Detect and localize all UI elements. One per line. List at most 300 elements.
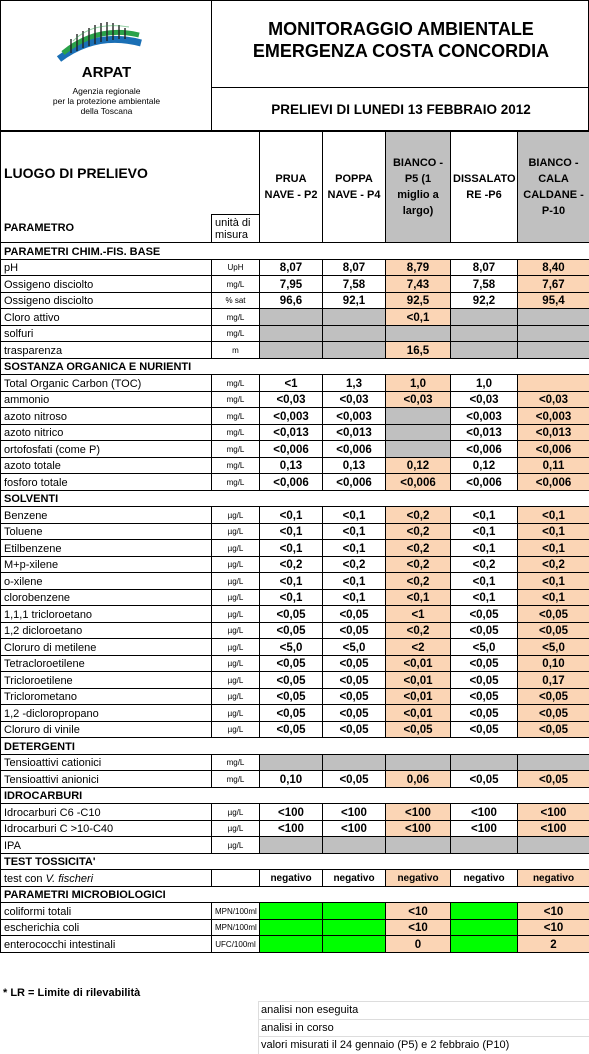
value-cell: <0,05 <box>323 622 386 639</box>
value-cell: <0,05 <box>260 622 323 639</box>
value-cell <box>386 441 451 458</box>
value-cell: <0,1 <box>260 507 323 524</box>
parameter-name: Cloruro di metilene <box>1 639 212 656</box>
section-row <box>1 243 589 260</box>
value-cell: <0,006 <box>518 474 589 491</box>
parameter-name: ammonio <box>1 391 212 408</box>
value-cell: <0,2 <box>386 507 451 524</box>
value-cell: 7,58 <box>323 276 386 293</box>
value-cell: <0,006 <box>451 474 518 491</box>
value-cell: <0,01 <box>386 705 451 722</box>
value-cell: <0,05 <box>518 688 589 705</box>
unit-cell: µg/L <box>212 837 260 854</box>
value-cell <box>386 837 451 854</box>
unit-label: unità di misura <box>212 215 260 243</box>
value-cell: <0,05 <box>323 771 386 788</box>
sampling-date: PRELIEVI DI LUNEDI 13 FEBBRAIO 2012 <box>271 102 531 117</box>
value-cell: 8,40 <box>518 259 589 276</box>
value-cell: <1 <box>386 606 451 623</box>
value-cell: <100 <box>386 804 451 821</box>
arpat-logo <box>1 1 212 132</box>
table-row <box>1 276 589 293</box>
value-cell: <0,05 <box>518 622 589 639</box>
value-cell: <100 <box>386 820 451 837</box>
parameter-italic: V. fischeri <box>45 872 94 885</box>
value-cell: <0,05 <box>518 705 589 722</box>
value-cell: <0,1 <box>451 573 518 590</box>
parameter-name: Idrocarburi C >10-C40 <box>1 820 212 837</box>
value-cell: 1,0 <box>451 375 518 392</box>
legend-in-progress: analisi in corso <box>258 1020 589 1038</box>
value-cell: <0,01 <box>386 672 451 689</box>
section-title: PARAMETRI CHIM.-FIS. BASE <box>1 243 589 260</box>
parameter-name: Idrocarburi C6 -C10 <box>1 804 212 821</box>
column-header-5: BIANCO - CALA CALDANE - P-10 <box>518 132 589 243</box>
value-cell: <5,0 <box>260 639 323 656</box>
value-cell: 92,1 <box>323 292 386 309</box>
parameter-name: Tetracloroetilene <box>1 655 212 672</box>
value-cell: <100 <box>260 804 323 821</box>
value-cell: <0,01 <box>386 655 451 672</box>
table-row <box>1 309 589 326</box>
value-cell: <0,006 <box>323 441 386 458</box>
unit-cell: µg/L <box>212 820 260 837</box>
section-title: TEST TOSSICITA' <box>1 853 589 870</box>
value-cell: <100 <box>451 820 518 837</box>
value-cell: negativo <box>386 870 451 887</box>
parameter-name: pH <box>1 259 212 276</box>
unit-cell: µg/L <box>212 688 260 705</box>
unit-cell: µg/L <box>212 721 260 738</box>
table-row <box>1 292 589 309</box>
parameter-name: 1,2 -dicloropropano <box>1 705 212 722</box>
value-cell: 0,10 <box>260 771 323 788</box>
value-cell: <0,05 <box>323 721 386 738</box>
value-cell <box>323 903 386 920</box>
table-row <box>1 837 589 854</box>
unit-cell: mg/L <box>212 457 260 474</box>
value-cell <box>323 754 386 771</box>
section-row <box>1 738 589 755</box>
value-cell: <0,1 <box>323 589 386 606</box>
value-cell: <0,2 <box>451 556 518 573</box>
parameter-name: ortofosfati (come P) <box>1 441 212 458</box>
value-cell: 0,13 <box>260 457 323 474</box>
section-row <box>1 490 589 507</box>
value-cell: 16,5 <box>386 342 451 359</box>
table-row <box>1 870 589 887</box>
parameter-name: Tensioattivi anionici <box>1 771 212 788</box>
value-cell: <100 <box>451 804 518 821</box>
value-cell: <0,03 <box>386 391 451 408</box>
table-row <box>1 408 589 425</box>
table-row <box>1 606 589 623</box>
value-cell: 95,4 <box>518 292 589 309</box>
legend-measured-dates: valori misurati il 24 gennaio (P5) e 2 febbraio (P10) <box>261 1039 510 1051</box>
table-row <box>1 424 589 441</box>
value-cell <box>518 837 589 854</box>
value-cell: negativo <box>323 870 386 887</box>
value-cell: <0,2 <box>386 523 451 540</box>
table-row <box>1 622 589 639</box>
results-table <box>0 131 589 953</box>
table-row <box>1 771 589 788</box>
table-row <box>1 457 589 474</box>
parameter-name: Cloruro di vinile <box>1 721 212 738</box>
value-cell: 7,95 <box>260 276 323 293</box>
unit-cell: mg/L <box>212 375 260 392</box>
value-cell: <0,05 <box>323 606 386 623</box>
value-cell: <0,05 <box>451 688 518 705</box>
notes <box>0 985 589 1054</box>
unit-cell: µg/L <box>212 804 260 821</box>
table-row <box>1 705 589 722</box>
legend-grid <box>258 1001 589 1054</box>
parameter-name: escherichia coli <box>1 919 212 936</box>
value-cell: 0,10 <box>518 655 589 672</box>
value-cell <box>451 919 518 936</box>
table-row <box>1 804 589 821</box>
value-cell: <0,05 <box>451 622 518 639</box>
header-row <box>1 132 589 215</box>
value-cell: <100 <box>323 804 386 821</box>
value-cell <box>386 408 451 425</box>
table-row <box>1 919 589 936</box>
value-cell: <0,006 <box>451 441 518 458</box>
value-cell: <0,2 <box>260 556 323 573</box>
table-row <box>1 474 589 491</box>
table-row <box>1 903 589 920</box>
legend-not-done: analisi non eseguita <box>258 1002 589 1020</box>
value-cell <box>323 309 386 326</box>
parameter-name: Cloro attivo <box>1 309 212 326</box>
column-header-3: BIANCO - P5 (1 miglio a largo) <box>386 132 451 243</box>
unit-cell: mg/L <box>212 325 260 342</box>
value-cell: <0,1 <box>323 507 386 524</box>
value-cell: 8,07 <box>451 259 518 276</box>
value-cell: <0,1 <box>260 540 323 557</box>
section-row <box>1 853 589 870</box>
value-cell: negativo <box>518 870 589 887</box>
parameter-name: trasparenza <box>1 342 212 359</box>
value-cell <box>260 325 323 342</box>
value-cell: <10 <box>518 919 589 936</box>
table-row <box>1 375 589 392</box>
parameter-name: enterococchi intestinali <box>1 936 212 953</box>
value-cell: <0,2 <box>386 573 451 590</box>
value-cell: <100 <box>518 820 589 837</box>
section-title: DETERGENTI <box>1 738 589 755</box>
value-cell: <0,1 <box>518 573 589 590</box>
table-row <box>1 391 589 408</box>
value-cell: <0,1 <box>451 523 518 540</box>
value-cell: <0,1 <box>518 507 589 524</box>
value-cell: <0,1 <box>260 573 323 590</box>
table-row <box>1 688 589 705</box>
unit-cell: µg/L <box>212 556 260 573</box>
value-cell: <10 <box>518 903 589 920</box>
unit-cell: µg/L <box>212 655 260 672</box>
table-row <box>1 523 589 540</box>
column-header-2: POPPA NAVE - P4 <box>323 132 386 243</box>
value-cell: <100 <box>260 820 323 837</box>
unit-cell: µg/L <box>212 507 260 524</box>
column-header-1: PRUA NAVE - P2 <box>260 132 323 243</box>
value-cell: <0,013 <box>260 424 323 441</box>
org-subtitle-1: Agenzia regionale <box>72 86 141 96</box>
unit-cell: µg/L <box>212 622 260 639</box>
section-title: IDROCARBURI <box>1 787 589 804</box>
section-title: PARAMETRI MICROBIOLOGICI <box>1 886 589 903</box>
value-cell <box>518 754 589 771</box>
table-row <box>1 342 589 359</box>
unit-cell: µg/L <box>212 589 260 606</box>
value-cell: 2 <box>518 936 589 953</box>
value-cell <box>260 837 323 854</box>
value-cell: <0,05 <box>323 672 386 689</box>
value-cell: <0,2 <box>386 622 451 639</box>
value-cell: 96,6 <box>260 292 323 309</box>
table-row <box>1 721 589 738</box>
unit-cell: m <box>212 342 260 359</box>
value-cell: <100 <box>518 804 589 821</box>
value-cell: <0,05 <box>518 771 589 788</box>
org-subtitle-3: della Toscana <box>80 106 133 116</box>
value-cell: <0,05 <box>451 705 518 722</box>
value-cell: <0,1 <box>451 507 518 524</box>
value-cell: <0,2 <box>386 556 451 573</box>
unit-cell: mg/L <box>212 424 260 441</box>
unit-cell: µg/L <box>212 540 260 557</box>
value-cell: <0,05 <box>451 672 518 689</box>
parameter-name: azoto nitroso <box>1 408 212 425</box>
parameter-name: Triclorometano <box>1 688 212 705</box>
value-cell <box>260 342 323 359</box>
section-title: SOSTANZA ORGANICA E NURIENTI <box>1 358 589 375</box>
value-cell: 8,07 <box>260 259 323 276</box>
value-cell: <0,05 <box>260 705 323 722</box>
value-cell: 92,5 <box>386 292 451 309</box>
parameter-name: fosforo totale <box>1 474 212 491</box>
value-cell: <0,1 <box>386 309 451 326</box>
unit-cell: % sat <box>212 292 260 309</box>
value-cell: <0,006 <box>260 474 323 491</box>
parameter-name: Tricloroetilene <box>1 672 212 689</box>
value-cell: <0,1 <box>518 589 589 606</box>
value-cell <box>518 309 589 326</box>
value-cell: <0,05 <box>323 688 386 705</box>
table-row <box>1 259 589 276</box>
value-cell <box>260 754 323 771</box>
value-cell: 0,13 <box>323 457 386 474</box>
section-title: SOLVENTI <box>1 490 589 507</box>
unit-cell: UpH <box>212 259 260 276</box>
value-cell <box>323 837 386 854</box>
value-cell: <0,1 <box>451 589 518 606</box>
value-cell: <100 <box>323 820 386 837</box>
parameter-name: clorobenzene <box>1 589 212 606</box>
value-cell: <0,003 <box>451 408 518 425</box>
value-cell: <0,05 <box>323 655 386 672</box>
value-cell <box>451 309 518 326</box>
unit-cell: mg/L <box>212 474 260 491</box>
table-row <box>1 325 589 342</box>
table-row <box>1 507 589 524</box>
unit-cell: mg/L <box>212 408 260 425</box>
parameter-name: 1,1,1 tricloroetano <box>1 606 212 623</box>
unit-cell: µg/L <box>212 573 260 590</box>
value-cell: <0,1 <box>386 589 451 606</box>
parameter-name: Ossigeno disciolto <box>1 276 212 293</box>
value-cell: <0,05 <box>451 721 518 738</box>
value-cell: <5,0 <box>518 639 589 656</box>
value-cell: <0,2 <box>386 540 451 557</box>
value-cell: 0,12 <box>451 457 518 474</box>
value-cell <box>518 325 589 342</box>
value-cell: <5,0 <box>451 639 518 656</box>
value-cell <box>386 325 451 342</box>
unit-cell: mg/L <box>212 276 260 293</box>
value-cell: <0,003 <box>323 408 386 425</box>
value-cell: negativo <box>451 870 518 887</box>
value-cell: <0,1 <box>451 540 518 557</box>
unit-cell: MPN/100ml <box>212 919 260 936</box>
value-cell: 92,2 <box>451 292 518 309</box>
lr-note: * LR = Limite di rilevabilità <box>3 987 141 999</box>
table-row <box>1 540 589 557</box>
unit-cell: UFC/100ml <box>212 936 260 953</box>
parameter-name: solfuri <box>1 325 212 342</box>
table-row <box>1 936 589 953</box>
value-cell: <0,013 <box>323 424 386 441</box>
value-cell: <0,2 <box>518 556 589 573</box>
unit-cell: µg/L <box>212 705 260 722</box>
unit-cell: mg/L <box>212 771 260 788</box>
parameter-name: azoto totale <box>1 457 212 474</box>
value-cell: <0,03 <box>323 391 386 408</box>
parameter-name: test con V. fischeri <box>1 870 212 887</box>
table-row <box>1 639 589 656</box>
value-cell: 0,17 <box>518 672 589 689</box>
parameter-name: Toluene <box>1 523 212 540</box>
value-cell: <0,003 <box>260 408 323 425</box>
report-header <box>0 0 589 131</box>
table-row <box>1 820 589 837</box>
org-name: ARPAT <box>81 64 132 81</box>
value-cell: <0,006 <box>323 474 386 491</box>
value-cell: <0,2 <box>323 556 386 573</box>
value-cell: 7,43 <box>386 276 451 293</box>
value-cell: <0,1 <box>518 523 589 540</box>
value-cell: <0,006 <box>518 441 589 458</box>
unit-cell: µg/L <box>212 606 260 623</box>
value-cell <box>323 325 386 342</box>
value-cell: 0 <box>386 936 451 953</box>
value-cell: <0,05 <box>518 721 589 738</box>
column-header-4: DISSALATO RE -P6 <box>451 132 518 243</box>
parameter-name: Tensioattivi cationici <box>1 754 212 771</box>
parameter-name: Total Organic Carbon (TOC) <box>1 375 212 392</box>
value-cell <box>260 903 323 920</box>
unit-cell <box>212 870 260 887</box>
value-cell: 7,67 <box>518 276 589 293</box>
unit-cell: µg/L <box>212 639 260 656</box>
value-cell: 0,06 <box>386 771 451 788</box>
value-cell <box>260 309 323 326</box>
value-cell: <0,1 <box>323 540 386 557</box>
value-cell: <0,03 <box>451 391 518 408</box>
legend-divider <box>258 1001 259 1054</box>
luogo-label: LUOGO DI PRELIEVO <box>1 132 260 215</box>
value-cell: <0,05 <box>260 655 323 672</box>
value-cell: negativo <box>260 870 323 887</box>
parameter-name: IPA <box>1 837 212 854</box>
value-cell: <0,05 <box>451 606 518 623</box>
value-cell: 7,58 <box>451 276 518 293</box>
value-cell: <0,01 <box>386 688 451 705</box>
table-row <box>1 556 589 573</box>
value-cell <box>518 375 589 392</box>
value-cell <box>451 754 518 771</box>
value-cell <box>386 424 451 441</box>
parameter-name: M+p-xilene <box>1 556 212 573</box>
page-title <box>212 1 589 88</box>
value-cell: <0,05 <box>451 655 518 672</box>
value-cell: <0,05 <box>260 688 323 705</box>
section-row <box>1 886 589 903</box>
value-cell: 8,79 <box>386 259 451 276</box>
value-cell: <0,006 <box>260 441 323 458</box>
value-cell: <5,0 <box>323 639 386 656</box>
value-cell <box>451 325 518 342</box>
unit-cell: MPN/100ml <box>212 903 260 920</box>
value-cell: 0,12 <box>386 457 451 474</box>
value-cell <box>323 936 386 953</box>
section-row <box>1 358 589 375</box>
value-cell: <0,03 <box>518 391 589 408</box>
parameter-name: azoto nitrico <box>1 424 212 441</box>
value-cell: <0,03 <box>260 391 323 408</box>
section-row <box>1 787 589 804</box>
value-cell: <0,05 <box>386 721 451 738</box>
value-cell: <0,05 <box>260 606 323 623</box>
value-cell: <0,006 <box>386 474 451 491</box>
unit-cell: mg/L <box>212 309 260 326</box>
value-cell <box>518 342 589 359</box>
value-cell <box>386 754 451 771</box>
value-cell: <0,1 <box>518 540 589 557</box>
value-cell <box>451 903 518 920</box>
unit-cell: mg/L <box>212 441 260 458</box>
table-row <box>1 589 589 606</box>
value-cell: <10 <box>386 919 451 936</box>
parameter-name: Etilbenzene <box>1 540 212 557</box>
value-cell: <0,05 <box>260 721 323 738</box>
value-cell <box>260 936 323 953</box>
value-cell <box>451 342 518 359</box>
value-cell: <0,05 <box>323 705 386 722</box>
parameter-name: 1,2 dicloroetano <box>1 622 212 639</box>
unit-cell: µg/L <box>212 523 260 540</box>
value-cell <box>323 919 386 936</box>
value-cell: <0,05 <box>451 771 518 788</box>
value-cell <box>323 342 386 359</box>
value-cell: <0,1 <box>260 523 323 540</box>
parameter-name: coliformi totali <box>1 903 212 920</box>
value-cell <box>451 936 518 953</box>
value-cell: 1,3 <box>323 375 386 392</box>
value-cell: 8,07 <box>323 259 386 276</box>
